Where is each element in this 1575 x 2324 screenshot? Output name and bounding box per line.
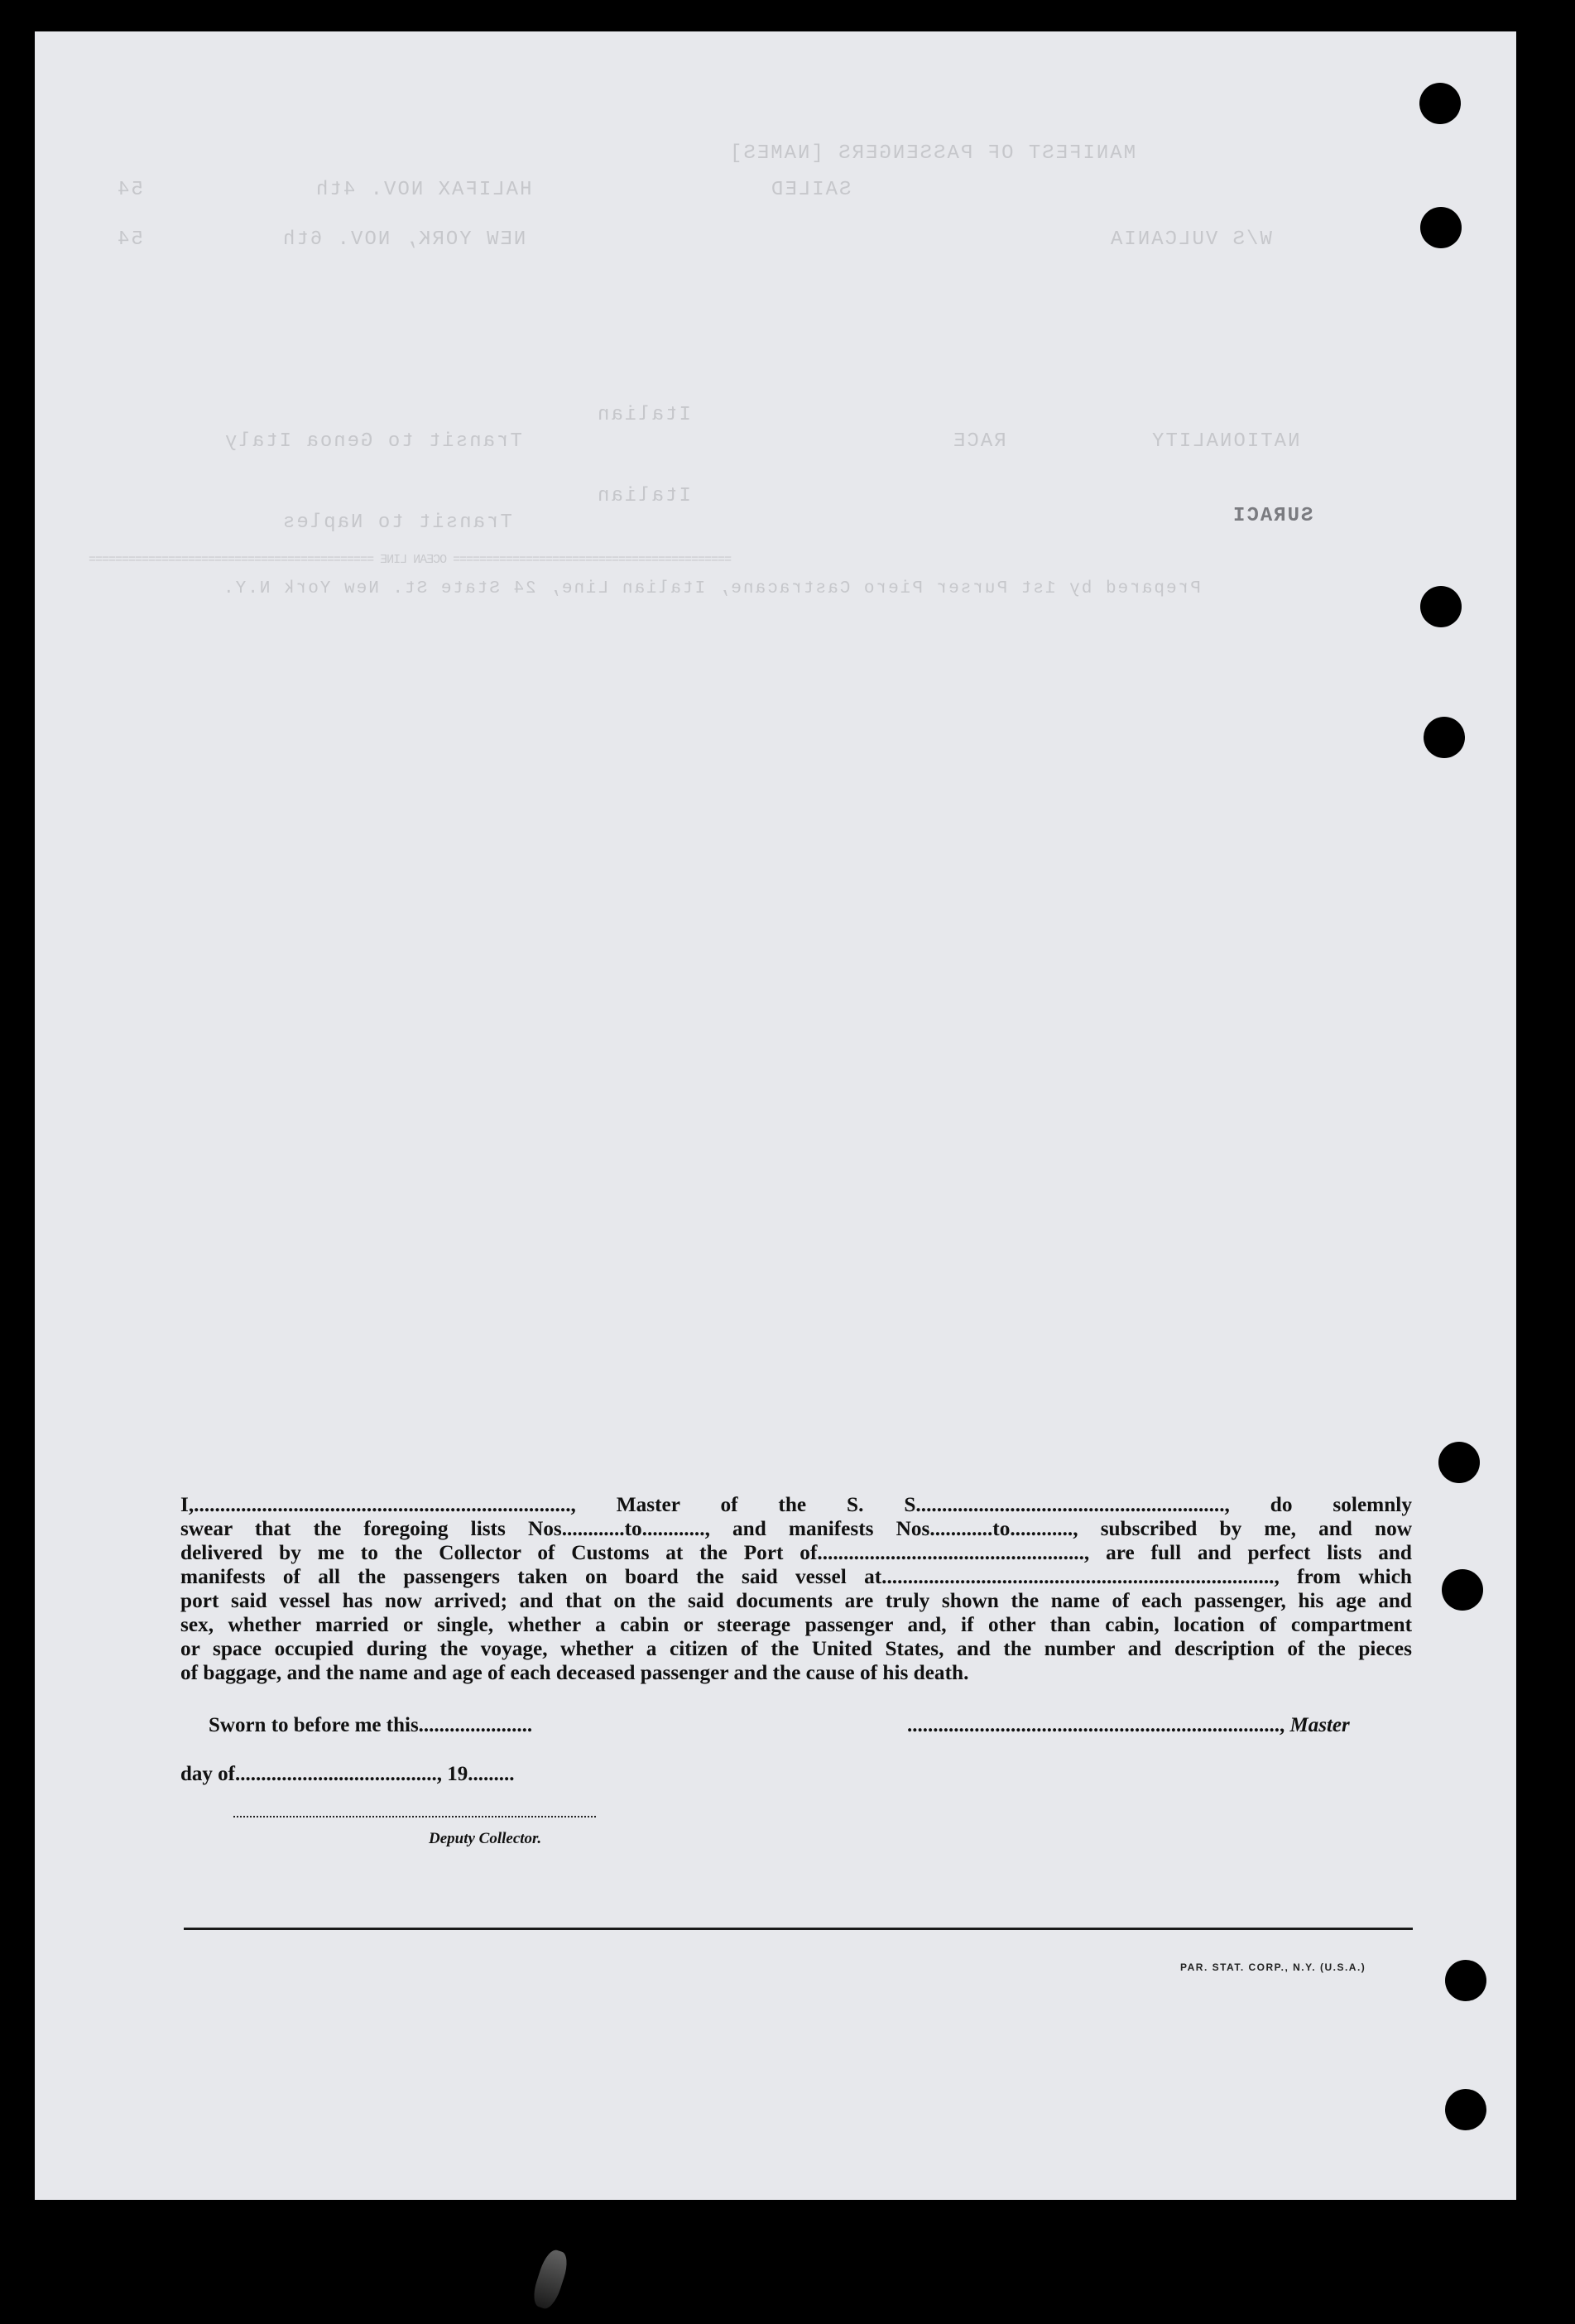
bleed-through-col-1: NATIONALITY [1150,430,1300,453]
punch-hole [1420,586,1462,627]
bleed-through-line-3b: NEW YORK, NOV. 6th [281,228,526,251]
bleed-through-line-3a: W/S VULCANIA [1109,228,1272,251]
master-signature-line [907,1714,1350,1737]
bleed-through-line-3c: 54 [116,228,143,251]
bleed-through-col-3: Transit to Genoa Italy [223,430,522,453]
deputy-collector-label: Deputy Collector. [429,1830,542,1847]
bleed-through-heading: MANIFEST OF PASSENGERS [NAMES] [728,142,1136,165]
oath-line: port said vessel has now arrived; and that on the said documents are truly shown the name of each passenger, his age and [180,1589,1412,1612]
oath-line: swear that the foregoing lists Nos............to............, and manifests Nos............to............, subscribed by me, and now [180,1517,1412,1540]
oath-line: or space occupied during the voyage, whether a citizen of the United States, and the number and description of the pieces [180,1637,1412,1660]
printer-imprint: PAR. STAT. CORP., N.Y. (U.S.A.) [1180,1961,1366,1973]
bleed-through-line-2b: HALIFAX NOV. 4th [315,179,532,201]
oath-line: manifests of all the passengers taken on board the said vessel at..........................................................................., from which [180,1565,1412,1588]
bleed-through-mid-2: Italian [596,485,691,507]
date-line: day of......................................., 19......... [180,1763,515,1785]
punch-hole [1419,83,1461,124]
scan-artifact [530,2247,572,2312]
deputy-collector-signature-line [233,1816,596,1817]
punch-hole [1420,207,1462,248]
punch-hole [1424,717,1465,758]
master-label: Master [1289,1714,1350,1736]
master-signature-dots: ........................................................................, [907,1714,1290,1736]
master-oath-paragraph [180,1493,1412,1685]
punch-hole [1445,1960,1486,2001]
oath-line: I,........................................................................, Master of the S. S..........................................................., do solemnly [180,1493,1412,1516]
bleed-through-mid-1: Italian [596,404,691,426]
bleed-through-col-2: RACE [952,430,1006,453]
bleed-through-dash-line: ========================================== OCEAN LINE =========================================== [89,553,732,567]
bleed-through-footer-note: Prepared by 1st Purser Piero Castracane, Italian Line, 24 State St. New York N.Y. [222,579,1201,598]
punch-hole [1445,2089,1486,2130]
bleed-through-stamp: SURACI [1232,505,1313,527]
manifest-page [35,31,1516,2200]
punch-hole [1438,1442,1480,1483]
bleed-through-col-4: Transit to Naples [281,511,512,534]
bleed-through-line-2a: SAILED [770,179,852,201]
oath-line: delivered by me to the Collector of Customs at the Port of..................................................., are full and perfect lists and [180,1541,1412,1564]
footer-rule [184,1928,1413,1930]
punch-hole [1442,1569,1483,1611]
oath-line: of baggage, and the name and age of each deceased passenger and the cause of his death. [180,1661,969,1684]
sworn-before-line: Sworn to before me this...................... [209,1714,533,1736]
oath-line: sex, whether married or single, whether a cabin or steerage passenger and, if other than cabin, location of compartment [180,1613,1412,1636]
bleed-through-line-2c: 54 [116,179,143,201]
